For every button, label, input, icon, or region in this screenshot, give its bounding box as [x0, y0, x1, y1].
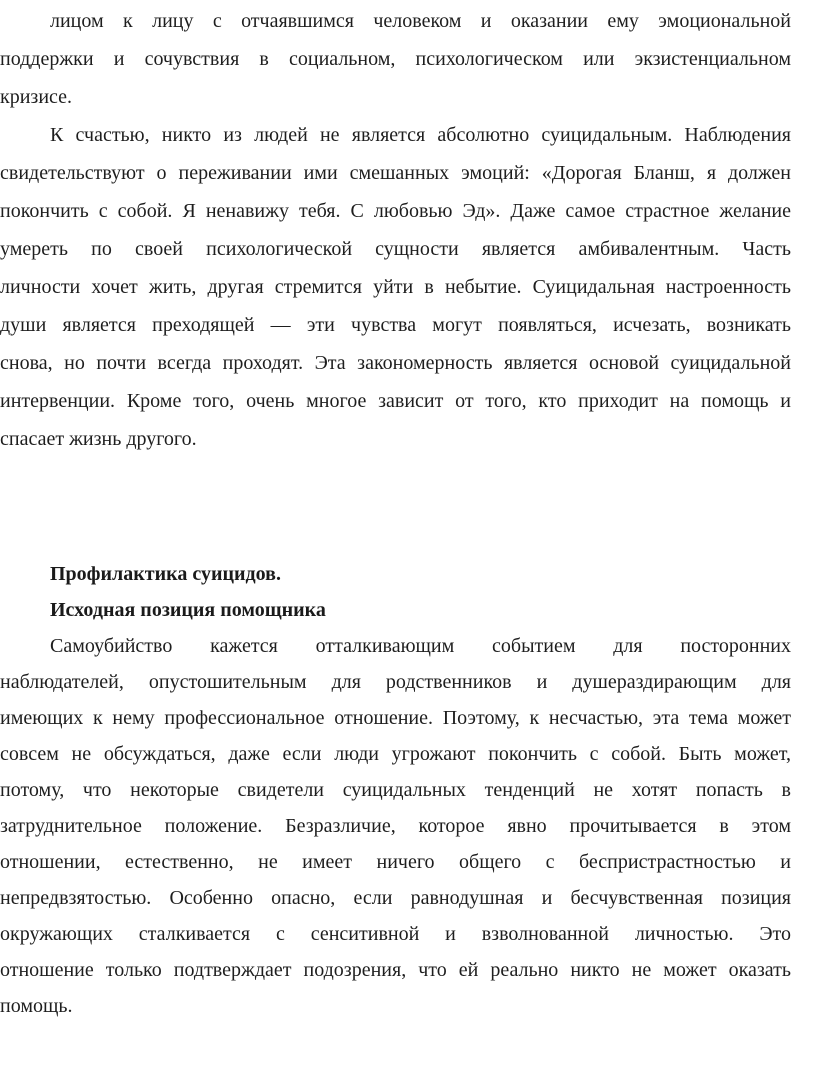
text-line: поддержки и сочувствия в социальном, психологическом или экзистенциальном: [0, 48, 791, 70]
section-heading: Профилактика суицидов.: [50, 563, 281, 585]
text-line: свидетельствуют о переживании ими смешанных эмоций: «Дорогая Бланш, я должен: [0, 162, 791, 184]
text-line: совсем не обсуждаться, даже если люди угрожают покончить с собой. Быть может,: [0, 743, 791, 765]
text-line: личности хочет жить, другая стремится уйти в небытие. Суицидальная настроенность: [0, 276, 791, 298]
text-line: спасает жизнь другого.: [0, 428, 197, 450]
section-heading: Исходная позиция помощника: [50, 599, 326, 621]
text-line: потому, что некоторые свидетели суицидальных тенденций не хотят попасть в: [0, 779, 791, 801]
section-gap: [0, 458, 791, 556]
paragraph: [0, 116, 791, 458]
text-line: отношение только подтверждает подозрения, что ей реально никто не может оказать: [0, 959, 791, 981]
text-line: лицом к лицу с отчаявшимся человеком и оказании ему эмоциональной: [50, 10, 791, 32]
text-line: интервенции. Кроме того, очень многое зависит от того, кто приходит на помощь и: [0, 390, 791, 412]
text-line: имеющих к нему профессиональное отношение. Поэтому, к несчастью, эта тема может: [0, 707, 791, 729]
text-line: наблюдателей, опустошительным для родственников и душераздирающим для: [0, 671, 791, 693]
text-line: кризисе.: [0, 86, 73, 108]
text-line: К счастью, никто из людей не является абсолютно суицидальным. Наблюдения: [50, 124, 791, 146]
text-line: снова, но почти всегда проходят. Эта закономерность является основой суицидальной: [0, 352, 791, 374]
text-line: отношении, естественно, не имеет ничего общего с беспристрастностью и: [0, 851, 791, 873]
text-line: души является преходящей — эти чувства могут появляться, исчезать, возникать: [0, 314, 791, 336]
paragraph: [0, 2, 791, 116]
text-line: Самоубийство кажется отталкивающим событием для посторонних: [50, 635, 791, 657]
text-line: окружающих сталкивается с сенситивной и взволнованной личностью. Это: [0, 923, 791, 945]
text-line: помощь.: [0, 995, 73, 1017]
text-line: покончить с собой. Я ненавижу тебя. С любовью Эд». Даже самое страстное желание: [0, 200, 791, 222]
paragraph: [0, 628, 791, 1024]
text-line: умереть по своей психологической сущности является амбивалентным. Часть: [0, 238, 791, 260]
text-line: непредвзятостью. Особенно опасно, если равнодушная и бесчувственная позиция: [0, 887, 791, 909]
text-line: затруднительное положение. Безразличие, которое явно прочитывается в этом: [0, 815, 791, 837]
